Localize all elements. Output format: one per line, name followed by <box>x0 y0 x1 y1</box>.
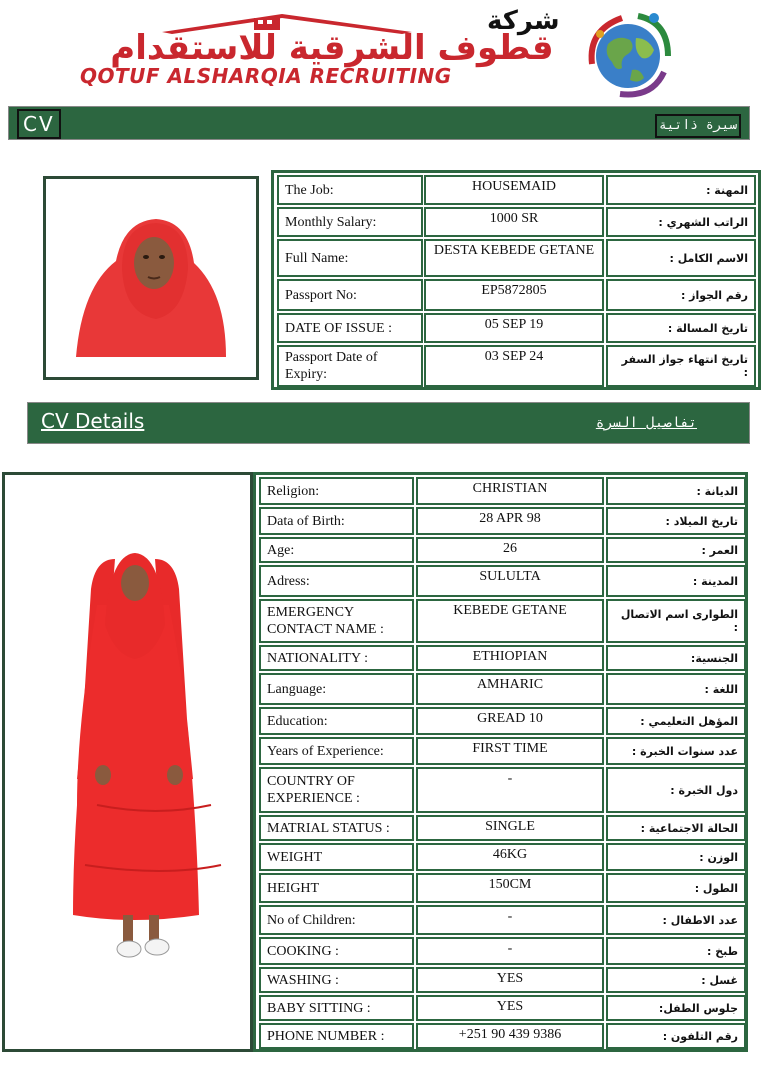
field-label-ar: الراتب الشهري : <box>606 207 756 237</box>
field-label: Monthly Salary: <box>277 207 423 237</box>
company-name-ar: قطوف الشرقية للاستقدام <box>110 28 554 68</box>
field-label-ar: الاسم الكامل : <box>606 239 756 277</box>
field-value: 03 SEP 24 <box>424 345 604 387</box>
field-label-ar: غسل : <box>606 967 746 993</box>
company-logo <box>62 4 680 100</box>
field-label: No of Children: <box>259 905 414 935</box>
field-value: FIRST TIME <box>416 737 604 765</box>
cv-details-title-ar: تفاصيل السرة <box>595 415 697 431</box>
field-value: 28 APR 98 <box>416 507 604 535</box>
globe-icon <box>582 8 674 100</box>
field-label: The Job: <box>277 175 423 205</box>
table-row <box>256 707 745 735</box>
field-label-ar: رقم الجواز : <box>606 279 756 311</box>
field-value: +251 90 439 9386 <box>416 1023 604 1049</box>
field-label: Passport No: <box>277 279 423 311</box>
job-info-table <box>271 170 761 390</box>
table-row <box>274 239 758 277</box>
portrait-photo <box>43 176 259 380</box>
table-row <box>256 967 745 993</box>
table-row <box>256 767 745 813</box>
field-label: COOKING : <box>259 937 414 965</box>
company-name-ar-small: شركة <box>487 6 560 36</box>
field-value: AMHARIC <box>416 673 604 705</box>
field-value: EP5872805 <box>424 279 604 311</box>
table-row <box>274 313 758 343</box>
field-value: SINGLE <box>416 815 604 841</box>
table-row <box>256 565 745 597</box>
field-value: YES <box>416 967 604 993</box>
field-value: 150CM <box>416 873 604 903</box>
field-value: CHRISTIAN <box>416 477 604 505</box>
cv-details-title: CV Details <box>41 409 145 433</box>
field-label: Years of Experience: <box>259 737 414 765</box>
field-label: WEIGHT <box>259 843 414 871</box>
table-row <box>274 345 758 387</box>
field-label-ar: المؤهل التعليمي : <box>606 707 746 735</box>
cv-details-banner <box>27 402 750 444</box>
table-row <box>256 599 745 643</box>
field-label: MATRIAL STATUS : <box>259 815 414 841</box>
table-row <box>256 873 745 903</box>
company-name-en: QOTUF ALSHARQIA RECRUITING <box>80 64 452 88</box>
field-label-ar: تاريخ الميلاد : <box>606 507 746 535</box>
table-row <box>256 477 745 505</box>
cv-label: CV <box>17 109 61 139</box>
table-row <box>256 815 745 841</box>
field-label: COUNTRY OF EXPERIENCE : <box>259 767 414 813</box>
field-label: EMERGENCY CONTACT NAME : <box>259 599 414 643</box>
field-label-ar: طبخ : <box>606 937 746 965</box>
table-row <box>256 843 745 871</box>
field-label-ar: عدد سنوات الخبرة : <box>606 737 746 765</box>
field-label-ar: الوزن : <box>606 843 746 871</box>
table-row <box>256 537 745 563</box>
field-label: BABY SITTING : <box>259 995 414 1021</box>
field-label: Education: <box>259 707 414 735</box>
field-label-ar: الطوارى اسم الاتصال : <box>606 599 746 643</box>
cv-label-ar: سيرة ذاتية <box>655 114 741 138</box>
field-value: 46KG <box>416 843 604 871</box>
table-row <box>256 645 745 671</box>
field-label: Passport Date of Expiry: <box>277 345 423 387</box>
field-label-ar: الحالة الاجتماعية : <box>606 815 746 841</box>
field-value: HOUSEMAID <box>424 175 604 205</box>
field-value: 1000 SR <box>424 207 604 237</box>
field-label-ar: اللغة : <box>606 673 746 705</box>
field-label: HEIGHT <box>259 873 414 903</box>
cv-details-table <box>253 472 748 1052</box>
field-label: NATIONALITY : <box>259 645 414 671</box>
field-value: GREAD 10 <box>416 707 604 735</box>
table-row <box>256 937 745 965</box>
field-label-ar: تاريخ المسالة : <box>606 313 756 343</box>
cv-banner <box>8 106 750 140</box>
table-row <box>256 995 745 1021</box>
field-value: ETHIOPIAN <box>416 645 604 671</box>
field-label-ar: رقم التلفون : <box>606 1023 746 1049</box>
field-label: WASHING : <box>259 967 414 993</box>
field-label-ar: دول الخبرة : <box>606 767 746 813</box>
table-row <box>256 737 745 765</box>
field-value: - <box>416 905 604 935</box>
field-label: PHONE NUMBER : <box>259 1023 414 1049</box>
field-value: DESTA KEBEDE GETANE <box>424 239 604 277</box>
table-row <box>274 279 758 311</box>
table-row <box>274 175 758 205</box>
field-value: 05 SEP 19 <box>424 313 604 343</box>
field-label-ar: المدينة : <box>606 565 746 597</box>
field-value: - <box>416 767 604 813</box>
table-row <box>256 507 745 535</box>
table-row <box>274 207 758 237</box>
field-label-ar: تاريخ انتهاء جواز السفر : <box>606 345 756 387</box>
field-label-ar: الجنسية: <box>606 645 746 671</box>
field-label: Data of Birth: <box>259 507 414 535</box>
field-label: Age: <box>259 537 414 563</box>
field-label: Religion: <box>259 477 414 505</box>
table-row <box>256 673 745 705</box>
field-value: - <box>416 937 604 965</box>
field-value: YES <box>416 995 604 1021</box>
field-label: Full Name: <box>277 239 423 277</box>
full-body-photo <box>2 472 253 1052</box>
field-label-ar: جلوس الطفل: <box>606 995 746 1021</box>
field-label-ar: الطول : <box>606 873 746 903</box>
field-label-ar: عدد الاطفال : <box>606 905 746 935</box>
field-label-ar: المهنة : <box>606 175 756 205</box>
field-value: SULULTA <box>416 565 604 597</box>
field-label: Adress: <box>259 565 414 597</box>
field-value: KEBEDE GETANE <box>416 599 604 643</box>
field-value: 26 <box>416 537 604 563</box>
field-label: DATE OF ISSUE : <box>277 313 423 343</box>
field-label: Language: <box>259 673 414 705</box>
field-label-ar: العمر : <box>606 537 746 563</box>
table-row <box>256 905 745 935</box>
field-label-ar: الديانة : <box>606 477 746 505</box>
table-row <box>256 1023 745 1049</box>
